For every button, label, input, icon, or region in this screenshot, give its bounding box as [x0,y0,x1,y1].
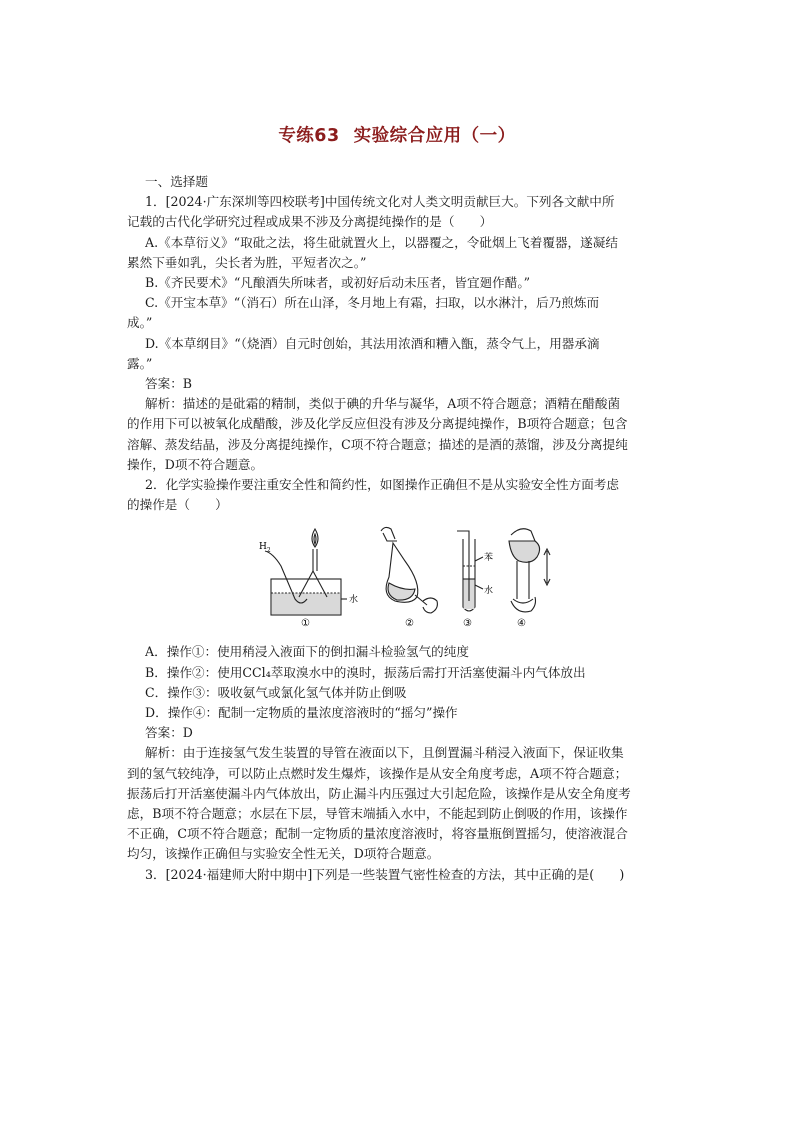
top-hand [511,529,535,541]
q1-explanation: 溶解、蒸发结晶，涉及分离提纯操作，C项不符合题意；描述的是酒的蒸馏，涉及分离提纯 [127,436,628,452]
q1-explanation: 解析：描述的是砒霜的精制，类似于碘的升华与凝华，A项不符合题意；酒精在醋酸菌 [145,396,621,412]
section-heading: 一、选择题 [145,174,208,189]
q1-option-a-cont: 累然下垂如乳，尖长者为胜，平短者次之。” [127,254,367,270]
water-fill-1 [272,593,341,614]
apparatus-3 [457,531,483,611]
label-2: ② [405,618,414,630]
apparatus-2 [381,528,437,614]
q2-stem-line: 的操作是（ ） [127,497,228,513]
q1-option-d-cont: 露。” [127,355,153,371]
document-body [127,172,685,885]
q1-option-b: B.《齐民要术》“凡酿酒失所味者，或初好后动未压者，皆宜廻作醋。” [145,275,531,291]
q2-explanation: 振荡后打开活塞使漏斗内气体放出，防止漏斗内压强过大引起危险，该操作是从安全角度考 [127,785,631,801]
q1-option-c-cont: 成。” [127,315,153,331]
q2-answer: 答案：D [145,725,193,741]
flask-neck [517,561,529,599]
question-1 [127,192,685,475]
question-2 [127,475,685,865]
q1-stem-line: 记载的古代化学研究过程或成果不涉及分离提纯操作的是（ ） [127,214,493,230]
apparatus-1 [265,529,347,615]
q1-explanation: 的作用下可以被氧化成醋酸，涉及化学反应但没有涉及分离提纯操作，B项符合题意；包含 [127,416,628,432]
question-3 [145,865,685,885]
apparatus-figure [145,521,685,636]
title-number: 专练63 [278,126,340,146]
label-3: ③ [463,618,472,630]
title-text: 实验综合应用（一） [353,126,516,146]
q1-option-a: A.《本草衍义》“取砒之法，将生砒就置火上，以器覆之，令砒烟上飞着覆器，遂凝结 [145,234,618,250]
q1-stem-line: 1．[2024·广东深圳等四校联考]中国传统文化对人类文明贡献巨大。下列各文献中所 [145,194,615,210]
q2-option-a: A．操作①：使用稍浸入液面下的倒扣漏斗检验氢气的纯度 [145,644,469,660]
q2-option-d: D．操作④：配制一定物质的量浓度溶液时的“摇匀”操作 [145,705,458,721]
flask-bulb [509,541,540,562]
label-1: ① [301,618,310,630]
q1-answer: 答案：B [145,376,193,392]
label-4: ④ [517,618,526,630]
q2-explanation: 到的氢气较纯净，可以防止点燃时发生爆炸，该操作是从安全角度考虑，A项不符合题意； [127,765,628,781]
q3-stem-line: 3．[2024·福建师大附中期中]下列是一些装置气密性检查的方法，其中正确的是( ) [145,866,625,882]
q2-explanation: 解析：由于连接氢气发生装置的导管在液面以下，且倒置漏斗稍浸入液面下，保证收集 [145,745,624,761]
q2-explanation: 不正确，C项不符合题意；配制一定物质的量浓度溶液时，将容量瓶倒置摇匀，使溶液混合 [127,826,628,842]
lower-hand [423,598,437,613]
q2-explanation: 虑，B项不符合题意；水层在下层，导管末端插入水中，不能起到防止倒吸的作用，该操作 [127,806,628,822]
page-title [0,122,794,147]
apparatus-drawing [255,521,555,633]
q2-option-b: B．操作②：使用CCl₄萃取溴水中的溴时，振荡后需打开活塞使漏斗内气体放出 [145,664,586,680]
q2-stem-line: 2．化学实验操作要注重安全性和简约性，如图操作正确但不是从实验安全性方面考虑 [145,477,619,493]
apparatus-4 [509,529,550,612]
h2-label: $H_2$ [259,542,271,555]
q2-explanation: 均匀，该操作正确但与实验安全性无关，D项符合题意。 [127,846,440,862]
q1-explanation: 操作，D项不符合题意。 [127,456,264,472]
q1-option-c: C.《开宝本草》“（消石）所在山泽，冬月地上有霜，扫取，以水淋汁，后乃煎炼而 [145,295,600,311]
water-label-1: 水 [349,595,359,606]
q1-option-d: D.《本草纲目》“（烧酒）自元时创始，其法用浓酒和糟入甑，蒸令气上，用器承滴 [145,335,600,351]
water-label-3: 水 [484,586,494,597]
q2-option-c: C．操作③：吸收氨气或氯化氢气体并防止倒吸 [145,684,407,700]
benzene-label: 苯 [484,553,494,564]
